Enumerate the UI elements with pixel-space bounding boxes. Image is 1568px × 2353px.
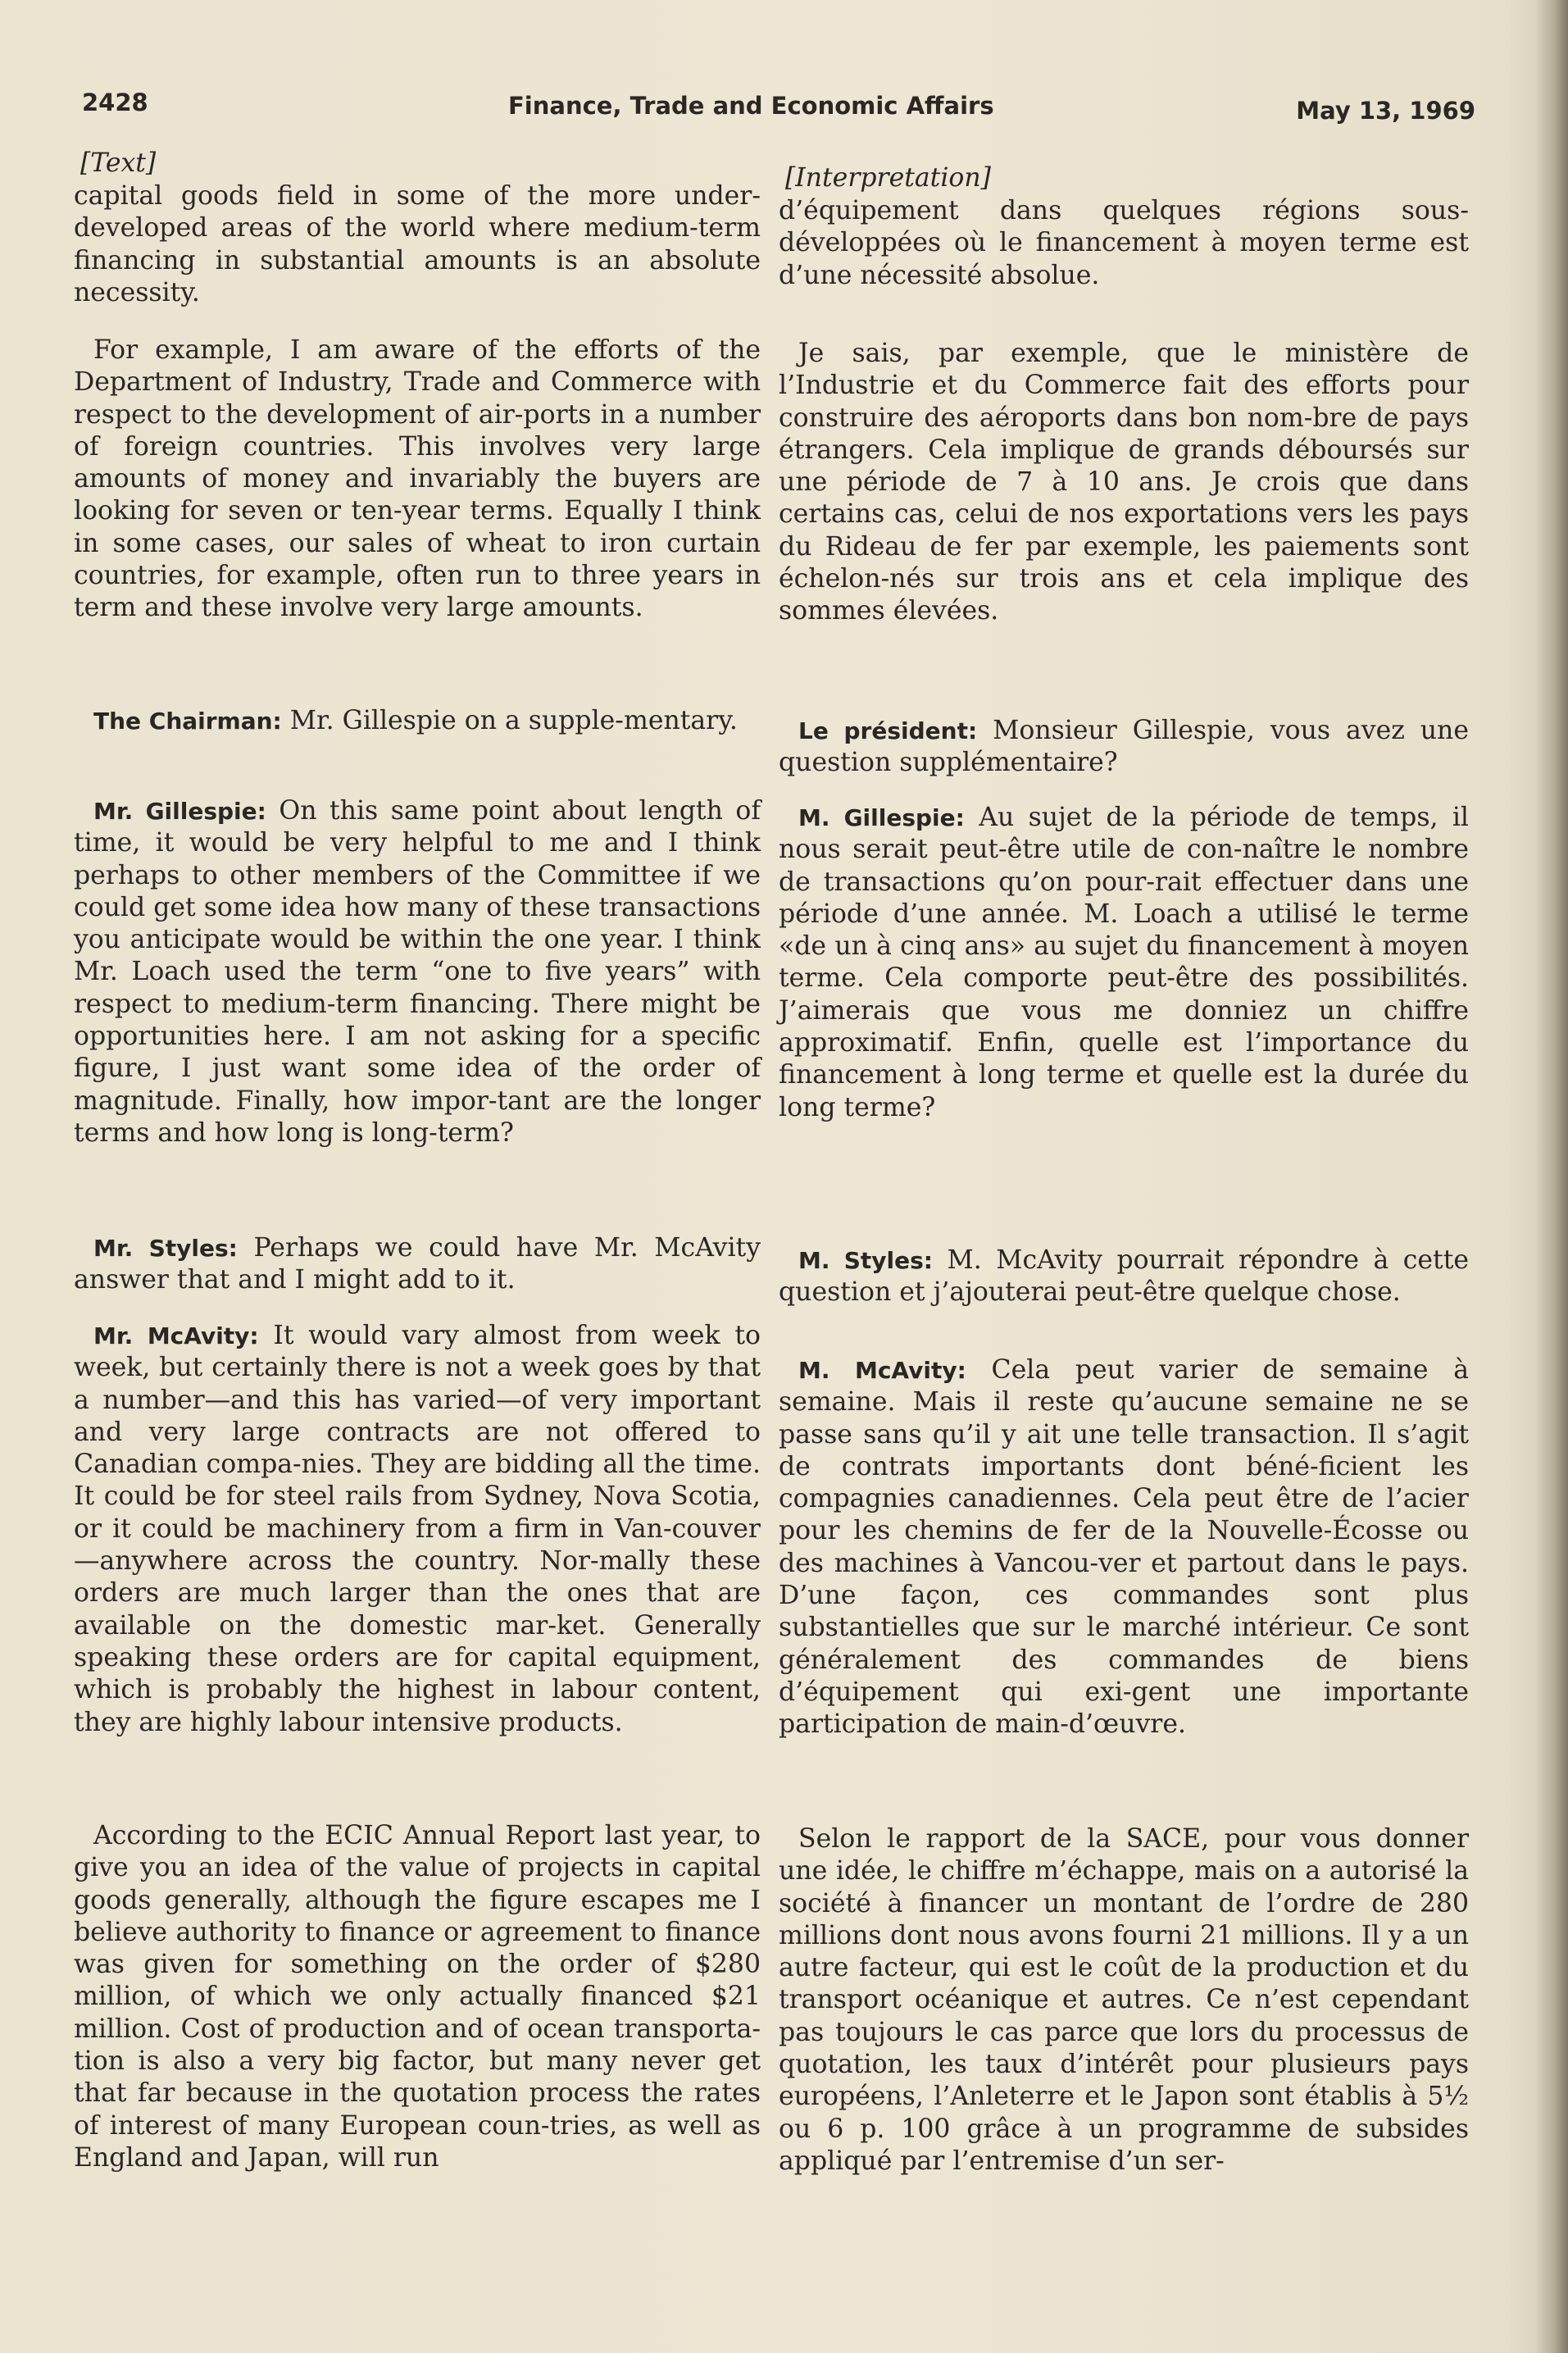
speaker-name: Mr. Styles: — [93, 1235, 238, 1262]
left-paragraph-3 — [74, 705, 761, 737]
left-lang-label-block — [74, 148, 761, 180]
right-paragraph-2 — [779, 338, 1469, 628]
left-paragraph-5 — [74, 1232, 761, 1297]
right-paragraph-1 — [779, 195, 1469, 292]
speech-text: Monsieur Gillespie, vous avez une question supplémentaire? — [779, 716, 1469, 778]
speech-text: M. McAvity pourrait répondre à cette question et j’ajouterai peut-être quelque chose. — [779, 1245, 1469, 1308]
language-label: [Text] — [80, 148, 157, 178]
right-lang-label-block — [779, 162, 1469, 194]
page-date: May 13, 1969 — [1296, 97, 1475, 125]
speech-text: On this same point about length of time, it would be very helpful to me and I think perhaps to other members of the Committee if we could get some idea how many of these transactions you anticipate would be within the one year. I think Mr. Loach used the term “one to five years” with respect to medium-term financing. There might be opportunities here. I am not asking for a specific figure, I just want some idea of the order of magnitude. Finally, how impor-tant are the longer terms and how long is long-term? — [74, 796, 761, 1148]
right-paragraph-5 — [779, 1245, 1469, 1309]
speaker-name: Mr. McAvity: — [93, 1322, 259, 1349]
page-binding-edge — [1535, 0, 1568, 2353]
language-label: [Interpretation] — [785, 163, 991, 193]
paragraph-text: According to the ECIC Annual Report last year, to give you an idea of the value of projects in capital goods generally, although the figure escapes me I believe authority to finance or agreement to finance was given for something on the order of $280 million, of which we only actually financed $21 million. Cost of production and of ocean transporta-tion is also a very big factor, but many never get that far because in the quotation process the rates of interest of many European coun-tries, as well as England and Japan, will run — [74, 1821, 761, 2173]
speaker-name: Le président: — [798, 717, 978, 744]
paragraph-text: For example, I am aware of the efforts of the Department of Industry, Trade and Commerce with respect to the development of air-ports in a number of foreign countries. This involves very large amounts of money and invariably the buyers are looking for seven or ten-year terms. Equally I think in some cases, our sales of wheat to iron curtain countries, for example, often run to three years in term and these involve very large amounts. — [74, 335, 761, 623]
paragraph-text: Je sais, par exemple, que le ministère de l’Industrie et du Commerce fait des efforts pour construire des aéroports dans bon nom-bre de pays étrangers. Cela implique de grands déboursés sur une période de 7 à 10 ans. Je crois que dans certains cas, celui de nos exportations vers les pays du Rideau de fer par exemple, les paiements sont échelon-nés sur trois ans et cela implique des sommes élevées. — [779, 339, 1469, 626]
right-paragraph-3 — [779, 715, 1469, 780]
speech-text: It would vary almost from week to week, but certainly there is not a week goes by that a number—and this has varied—of very important and very large contracts are not offered to Canadian compa-nies. They are bidding all the time. It could be for steel rails from Sydney, Nova Scotia, or it could be machinery from a firm in Van-couver—anywhere across the country. Nor-mally these orders are much larger than the ones that are available on the domestic mar-ket. Generally speaking these orders are for capital equipment, which is probably the highest in labour content, they are highly labour intensive products. — [74, 1321, 761, 1737]
left-paragraph-1 — [74, 180, 761, 309]
paragraph-text: d’équipement dans quelques régions sous-développées où le financement à moyen terme est d’une nécessité absolue. — [779, 196, 1469, 290]
speaker-name: The Chairman: — [93, 708, 282, 735]
left-paragraph-4 — [74, 795, 761, 1149]
left-paragraph-7 — [74, 1820, 761, 2174]
speech-text: Perhaps we could have Mr. McAvity answer that and I might add to it. — [74, 1233, 761, 1295]
left-paragraph-6 — [74, 1320, 761, 1739]
right-paragraph-7 — [779, 1823, 1469, 2178]
speech-text: Cela peut varier de semaine à semaine. Mais il reste qu’aucune semaine ne se passe sans qu’il y ait une telle transaction. Il s’agit de contrats importants dont béné-ficient les compagnies canadiennes. Cela peut être de l’acier pour les chemins de fer de la Nouvelle-Écosse ou des machines à Vancou-ver et partout dans le pays. D’une façon, ces commandes sont plus substantielles que sur le marché intérieur. Ce sont généralement des commandes de biens d’équipement qui exi-gent une importante participation de main-d’œuvre. — [779, 1355, 1469, 1740]
speaker-name: M. McAvity: — [798, 1357, 966, 1384]
running-title: Finance, Trade and Economic Affairs — [508, 92, 994, 120]
left-paragraph-2 — [74, 335, 761, 625]
speech-text: Au sujet de la période de temps, il nous serait peut-être utile de con-naître le nombre de transactions qu’on pour-rait effectuer dans une période d’une année. M. Loach a utilisé le terme «de un à cinq ans» au sujet du financement à moyen terme. Cela comporte peut-être des possibilités. J’aimerais que vous me donniez un chiffre approximatif. Enfin, quelle est l’importance du financement à long terme et quelle est la durée du long terme? — [779, 803, 1470, 1122]
paragraph-text: Selon le rapport de la SACE, pour vous donner une idée, le chiffre m’échappe, mais on a autorisé la société à financer un montant de l’ordre de 280 millions dont nous avons fourni 21 millions. Il y a un autre facteur, qui est le coût de la production et du transport océanique et autres. Ce n’est cependant pas toujours le cas parce que lors du processus de quotation, les taux d’intérêt pour plusieurs pays européens, l’Anleterre et le Japon sont établis à 5½ ou 6 p. 100 grâce à un programme de subsides appliqué par l’entremise d’un ser- — [779, 1824, 1469, 2176]
speaker-name: M. Gillespie: — [798, 804, 965, 831]
paragraph-text: capital goods field in some of the more under-developed areas of the world where medium-term financing in substantial amounts is an absolute necessity. — [74, 181, 761, 307]
right-paragraph-6 — [779, 1354, 1469, 1741]
speaker-name: M. Styles: — [798, 1247, 933, 1274]
speaker-name: Mr. Gillespie: — [93, 798, 266, 825]
speech-text: Mr. Gillespie on a supple-mentary. — [289, 706, 738, 735]
page-header — [82, 89, 1475, 130]
page-number: 2428 — [82, 89, 148, 116]
right-paragraph-4 — [779, 802, 1469, 1124]
